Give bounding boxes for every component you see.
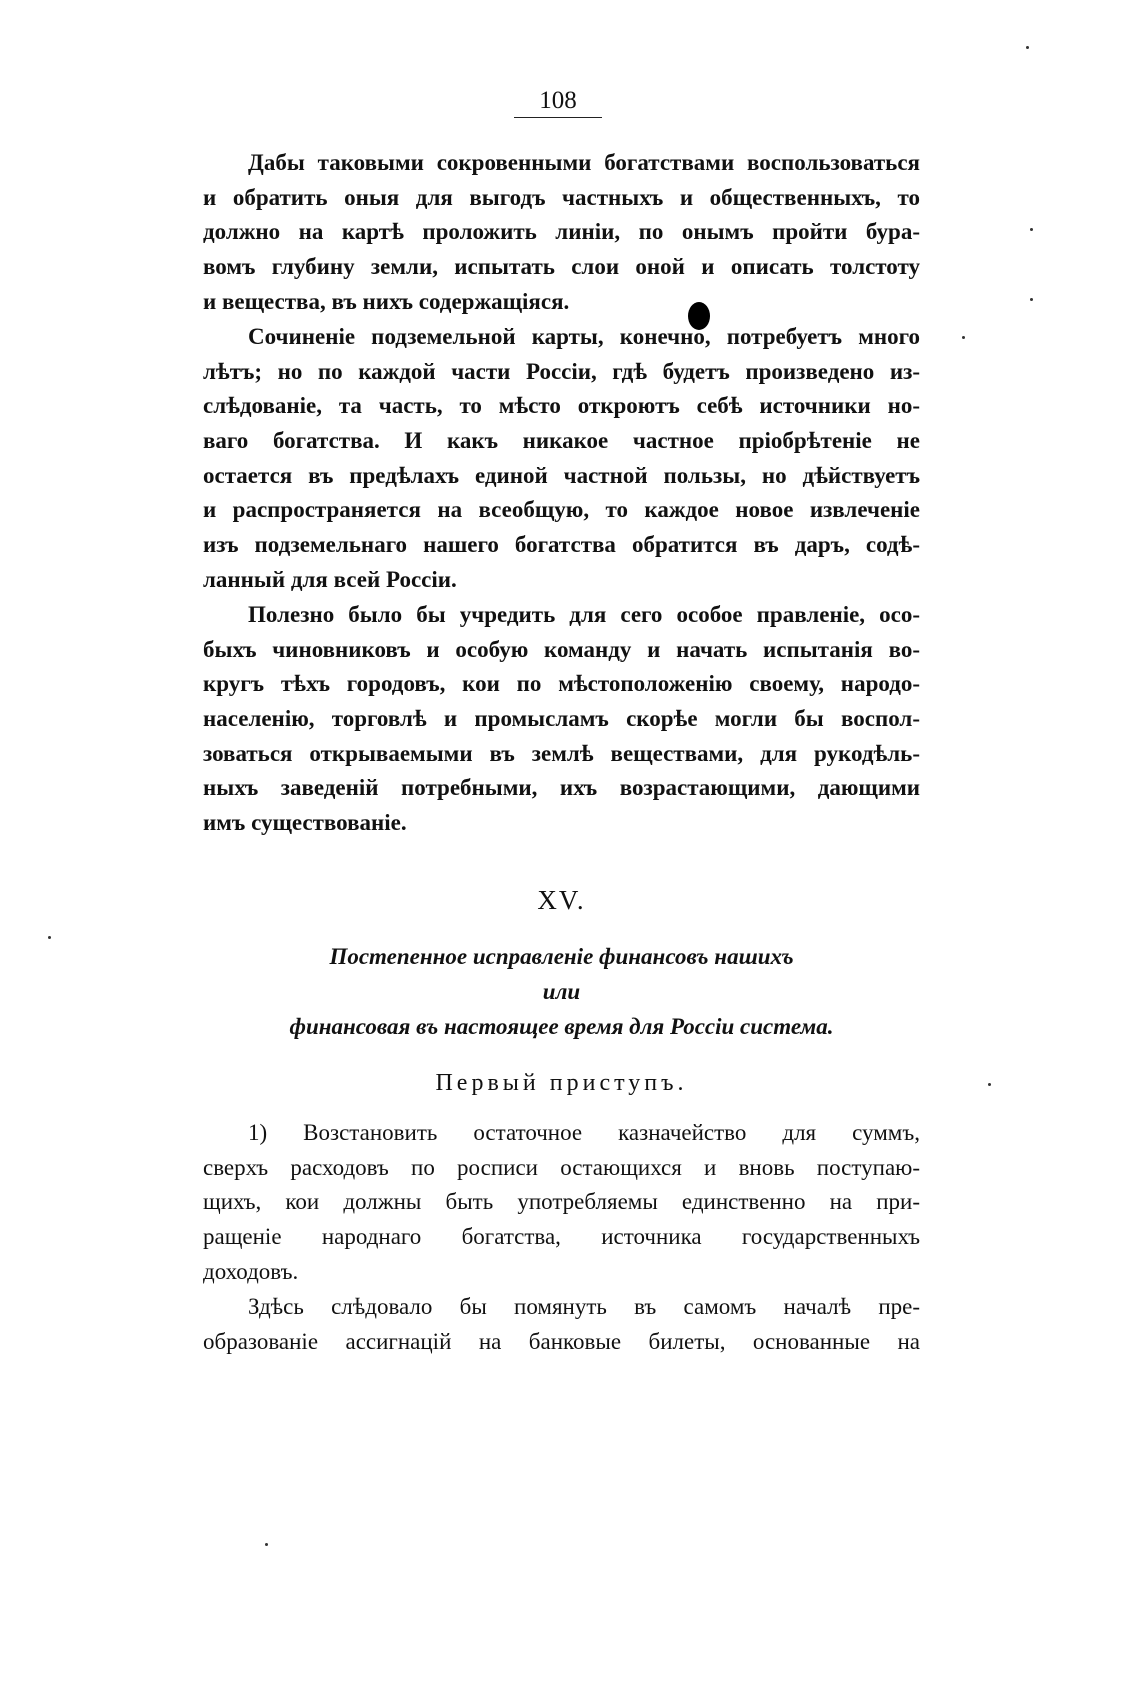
text-line: Здѣсь слѣдовало бы помянуть въ самомъ началѣ пре- (248, 1294, 920, 1319)
paragraph-1 (203, 146, 920, 319)
section-title-line-1: Постепенное исправленіе финансовъ нашихъ (329, 944, 794, 969)
scan-speck (48, 936, 51, 939)
text-line: остается въ предѣлахъ единой частной пользы, но дѣйствуетъ (203, 462, 920, 488)
text-line: 1) Возстановить остаточное казначейство для суммъ, (248, 1120, 920, 1145)
scan-speck (988, 1083, 991, 1086)
scan-speck (265, 1543, 268, 1546)
scan-speck (1030, 228, 1033, 231)
paragraph-4 (203, 1116, 920, 1289)
text-line: ланный для всей Россіи. (203, 566, 457, 592)
section-number: XV. (537, 885, 586, 915)
scan-speck (1030, 298, 1033, 301)
text-line: Сочиненіе подземельной карты, конечно, потребуетъ много (248, 324, 920, 349)
text-line: ныхъ заведеній потребными, ихъ возрастающими, дающими (203, 775, 920, 801)
text-line: Полезно было бы учредить для сего особое правленіе, осо- (248, 602, 920, 627)
text-line: быхъ чиновниковъ и особую команду и начать испытанія во- (203, 636, 920, 662)
section-subtitle: Первый приступъ. (435, 1070, 688, 1096)
text-line: изъ подземельнаго нашего богатства обратится въ даръ, содѣ- (203, 532, 920, 558)
text-line: слѣдованіе, та часть, то мѣсто откроютъ себѣ источники но- (203, 393, 920, 419)
text-line: имъ существованіе. (203, 810, 407, 836)
text-line: вомъ глубину земли, испытать слои оной и описать толстоту (203, 254, 920, 280)
text-line: и распространяется на всеобщую, то каждое новое извлеченіе (203, 497, 920, 523)
text-line: сверхъ расходовъ по росписи остающихся и вновь поступаю- (203, 1154, 920, 1180)
page-number-rule (514, 117, 602, 118)
paragraph-3 (203, 598, 920, 841)
text-line: и обратить оныя для выгодъ частныхъ и общественныхъ, то (203, 184, 920, 210)
text-line: лѣтъ; но по каждой части Россіи, гдѣ будетъ произведено из- (203, 358, 920, 384)
text-line: щихъ, кои должны быть употребляемы единственно на при- (203, 1189, 920, 1215)
text-line: образованіе ассигнацій на банковые билеты, основанные на (203, 1328, 920, 1354)
scan-speck (962, 336, 965, 339)
scan-speck (1026, 46, 1029, 49)
text-line: ваго богатства. И какъ никакое частное пріобрѣтеніе не (203, 428, 920, 454)
text-line: зоваться открываемыми въ землѣ веществами, для рукодѣль- (203, 740, 920, 766)
text-line: доходовъ. (203, 1258, 299, 1284)
text-line: и вещества, въ нихъ содержащіяся. (203, 288, 570, 314)
page-number: 108 (539, 87, 577, 114)
section-title-line-2: или (542, 979, 581, 1004)
text-line: должно на картѣ проложить линіи, по онымъ пройти бура- (203, 219, 920, 245)
text-line: кругъ тѣхъ городовъ, кои по мѣстоположенію своему, народо- (203, 671, 920, 697)
section-title-line-3: финансовая въ настоящее время для Россіи система. (289, 1014, 834, 1039)
text-line: населенію, торговлѣ и промысламъ скорѣе могли бы воспол- (203, 706, 920, 732)
paragraph-2 (203, 320, 920, 598)
text-line: ращеніе народнаго богатства, источника государственныхъ (203, 1224, 920, 1250)
paragraph-5 (203, 1290, 920, 1359)
text-line: Дабы таковыми сокровенными богатствами воспользоваться (248, 150, 920, 175)
